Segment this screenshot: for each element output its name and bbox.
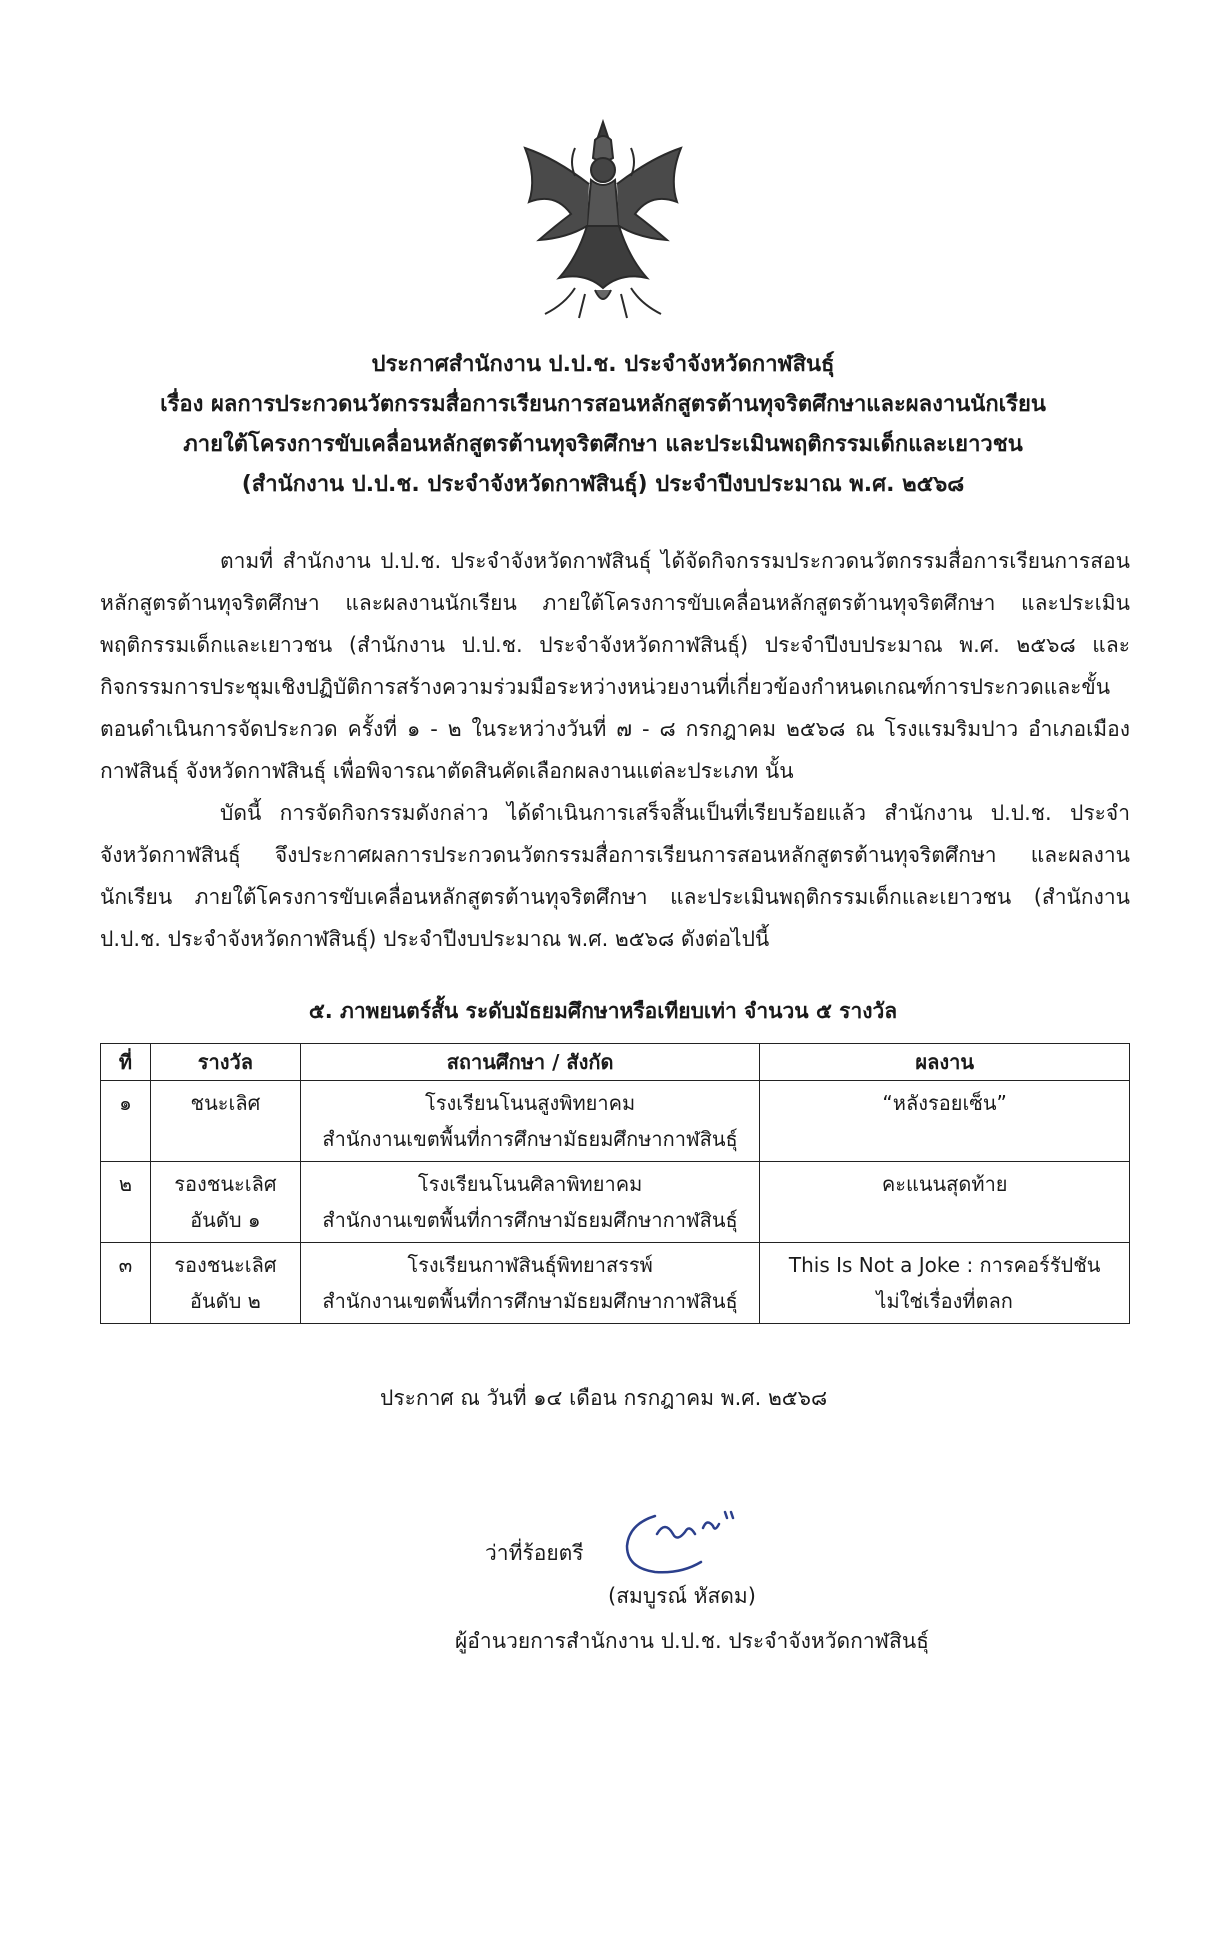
award-line: ชนะเลิศ <box>190 1091 261 1115</box>
section-title: ๕. ภาพยนตร์สั้น ระดับมัธยมศึกษาหรือเทียบเท่า จำนวน ๕ รางวัล <box>308 999 898 1023</box>
row-award <box>150 1243 300 1324</box>
header-no: ที่ <box>101 1044 151 1081</box>
school-affiliation: สำนักงานเขตพื้นที่การศึกษามัธยมศึกษากาฬสินธุ์ <box>322 1289 738 1313</box>
work-title: คะแนนสุดท้าย <box>881 1172 1008 1196</box>
announcement-subject-line3: (สำนักงาน ป.ป.ช. ประจำจังหวัดกาฬสินธุ์) ประจำปีงบประมาณ พ.ศ. ๒๕๖๘ <box>241 472 965 497</box>
header-award: รางวัล <box>150 1044 300 1081</box>
award-rank: อันดับ ๑ <box>190 1208 261 1232</box>
announcement-subject-line2: ภายใต้โครงการขับเคลื่อนหลักสูตรต้านทุจริตศึกษา และประเมินพฤติกรรมเด็กและเยาวชน <box>183 432 1023 457</box>
award-line: รองชนะเลิศ <box>174 1172 277 1196</box>
award-line: รองชนะเลิศ <box>174 1253 277 1277</box>
body-text <box>100 540 1130 960</box>
work-title: “หลังรอยเซ็น” <box>882 1091 1007 1115</box>
row-school <box>300 1081 760 1162</box>
school-name: โรงเรียนโนนสูงพิทยาคม <box>425 1091 636 1115</box>
school-name: โรงเรียนกาฬสินธุ์พิทยาสรรพ์ <box>407 1253 653 1277</box>
signer-rank: ว่าที่ร้อยตรี <box>485 1541 584 1565</box>
work-title-line2: ไม่ใช่เรื่องที่ตลก <box>876 1289 1013 1313</box>
table-row <box>101 1081 1130 1162</box>
school-affiliation: สำนักงานเขตพื้นที่การศึกษามัธยมศึกษากาฬสินธุ์ <box>322 1208 738 1232</box>
header-school: สถานศึกษา / สังกัด <box>300 1044 760 1081</box>
signer-title: ผู้อำนวยการสำนักงาน ป.ป.ช. ประจำจังหวัดกาฬสินธุ์ <box>455 1629 929 1653</box>
results-table <box>100 1043 1130 1324</box>
school-name: โรงเรียนโนนศิลาพิทยาคม <box>417 1172 643 1196</box>
row-award <box>150 1162 300 1243</box>
row-work <box>760 1243 1130 1324</box>
row-work <box>760 1081 1130 1162</box>
announcement-date: ประกาศ ณ วันที่ ๑๔ เดือน กรกฎาคม พ.ศ. ๒๕๖๘ <box>380 1386 828 1410</box>
announcement-title: ประกาศสำนักงาน ป.ป.ช. ประจำจังหวัดกาฬสินธุ์ <box>371 352 835 377</box>
table-header-row <box>101 1044 1130 1081</box>
garuda-emblem-icon <box>515 118 691 324</box>
paragraph-1: ตามที่ สำนักงาน ป.ป.ช. ประจำจังหวัดกาฬสินธุ์ ได้จัดกิจกรรมประกวดนวัตกรรมสื่อการเรียนการสอนหลักสูตรต้านทุจริตศึกษา และผลงานนักเรียน ภายใต้โครงการขับเคลื่อนหลักสูตรต้านทุจริตศึกษา และประเมินพฤติกรรมเด็กและเยาวชน (สำนักงาน ป.ป.ช. ประจำจังหวัดกาฬสินธุ์) ประจำปีงบประมาณ พ.ศ. ๒๕๖๘ และกิจกรรมการประชุมเชิงปฏิบัติการสร้างความร่วมมือระหว่างหน่วยงานที่เกี่ยวข้องกำหนดเกณฑ์การประกวดและขั้นตอนดำเนินการจัดประกวด ครั้งที่ ๑ - ๒ ในระหว่างวันที่ ๗ - ๘ กรกฎาคม ๒๕๖๘ ณ โรงแรมริมปาว อำเภอเมืองกาฬสินธุ์ จังหวัดกาฬสินธุ์ เพื่อพิจารณาตัดสินคัดเลือกผลงานแต่ละประเภท นั้น <box>100 549 1130 783</box>
paragraph-2: บัดนี้ การจัดกิจกรรมดังกล่าว ได้ดำเนินการเสร็จสิ้นเป็นที่เรียบร้อยแล้ว สำนักงาน ป.ป.ช. ประจำจังหวัดกาฬสินธุ์ จึงประกาศผลการประกวดนวัตกรรมสื่อการเรียนการสอนหลักสูตรต้านทุจริตศึกษา และผลงานนักเรียน ภายใต้โครงการขับเคลื่อนหลักสูตรต้านทุจริตศึกษา และประเมินพฤติกรรมเด็กและเยาวชน (สำนักงาน ป.ป.ช. ประจำจังหวัดกาฬสินธุ์) ประจำปีงบประมาณ พ.ศ. ๒๕๖๘ ดังต่อไปนี้ <box>100 801 1130 951</box>
signer-name: (สมบูรณ์ หัสดม) <box>608 1584 756 1608</box>
header-work: ผลงาน <box>760 1044 1130 1081</box>
school-affiliation: สำนักงานเขตพื้นที่การศึกษามัธยมศึกษากาฬสินธุ์ <box>322 1127 738 1151</box>
table-row <box>101 1162 1130 1243</box>
row-no: ๑ <box>101 1081 151 1162</box>
signature-icon <box>615 1498 745 1578</box>
row-work <box>760 1162 1130 1243</box>
work-title: This Is Not a Joke : การคอร์รัปชัน <box>788 1253 1101 1277</box>
announcement-subject: เรื่อง ผลการประกวดนวัตกรรมสื่อการเรียนการสอนหลักสูตรต้านทุจริตศึกษาและผลงานนักเรียน <box>160 392 1046 417</box>
award-rank: อันดับ ๒ <box>189 1289 261 1313</box>
row-no: ๓ <box>101 1243 151 1324</box>
row-no: ๒ <box>101 1162 151 1243</box>
row-school <box>300 1162 760 1243</box>
row-school <box>300 1243 760 1324</box>
row-award <box>150 1081 300 1162</box>
table-row <box>101 1243 1130 1324</box>
